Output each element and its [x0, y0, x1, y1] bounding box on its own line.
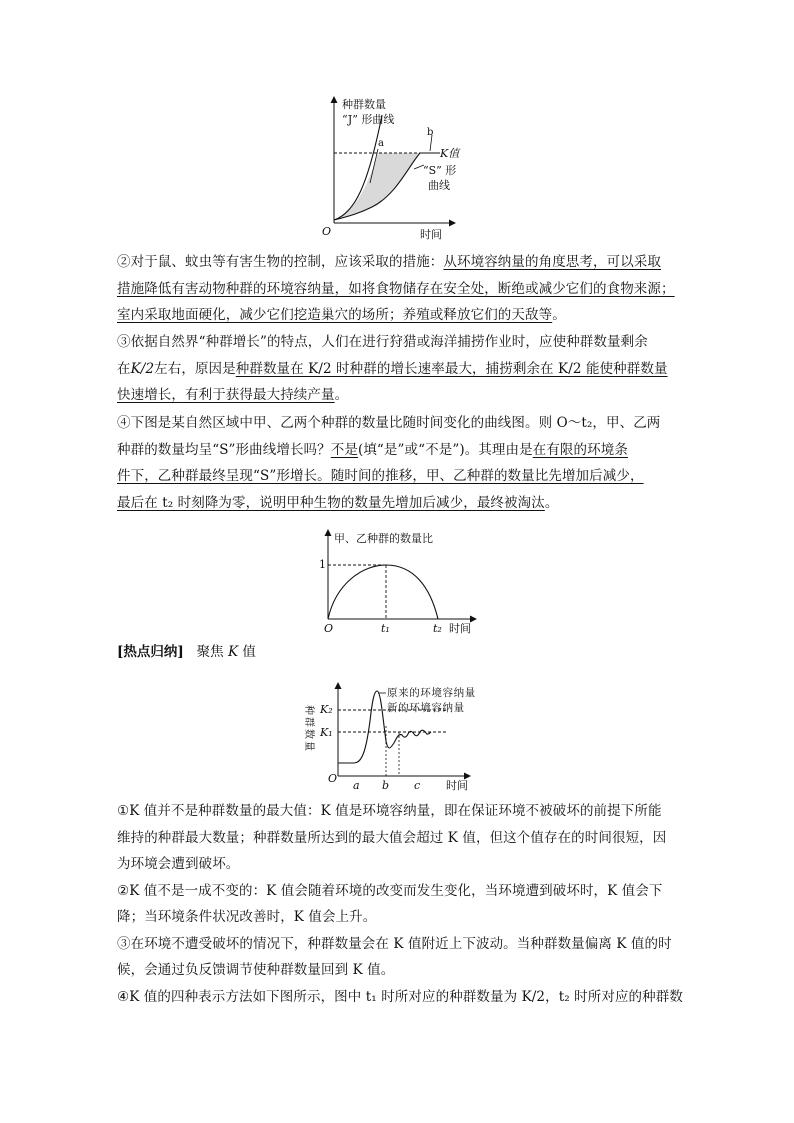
text: 。	[552, 307, 566, 323]
text: ④下图是某自然区域中甲、乙两个种群的数量比随时间变化的曲线图。则 O～t₂，甲、乙两	[117, 415, 661, 431]
point-line: 候，会通过负反馈调节使种群数量回到 K 值。	[117, 962, 395, 978]
section-heading	[117, 640, 256, 660]
c-label: c	[414, 779, 421, 792]
point-line: 维持的种群最大数量；种群数量所达到的最大值会超过 K 值，但这个值存在的时间很短，因	[117, 829, 667, 846]
answer-text: 措施降低有害动物种群的环境容纳量，如将食物储存在安全处，断绝或减少它们的食物来源；	[117, 280, 675, 297]
k-label: K值	[440, 147, 460, 160]
point-line: ③在环境不遭受破坏的情况下，种群数量会在 K 值附近上下波动。当种群数量偏离 K 值的时	[117, 935, 672, 952]
y-axis-label: 种群数量	[303, 705, 314, 753]
paragraph-harvest	[117, 329, 681, 409]
legend-new-capacity: 新的环境容纳量	[387, 702, 465, 714]
section-title: 聚焦	[196, 644, 224, 660]
legend-original-capacity: 原来的环境容纳量	[387, 687, 476, 699]
answer-text: 件下，乙种群最终呈现“S”形增长。随时间的推移，甲、乙种群的数量比先增加后减少，	[117, 468, 644, 484]
paragraph-pest-control	[117, 249, 681, 329]
answer-text: 从环境容纳量的角度思考，可以采取	[443, 254, 662, 270]
t2-label: t₂	[433, 622, 442, 635]
text: 。	[334, 387, 349, 403]
text: 在	[117, 360, 131, 377]
answer-text: 最后在 t₂ 时刻降为零，说明甲种生物的数量先增加后减少，最终被淘汰	[117, 494, 545, 511]
text: 种群的数量均呈“S”形曲线增长吗？	[117, 441, 331, 458]
origin-label: O	[324, 622, 334, 635]
text: ③依据自然界“种群增长”的特点，人们在进行狩猎或海洋捕捞作业时，应使种群数量剩余	[117, 334, 648, 350]
section-title-k: K	[227, 644, 239, 660]
y-axis-label: 甲、乙种群的数量比	[334, 532, 433, 545]
y-axis-label: 种群数量	[342, 98, 386, 111]
paragraph-population-ratio	[117, 410, 681, 516]
section-title-end: 值	[242, 644, 256, 660]
answer-text: 种群数量在 K/2 时种群的增长速率最大，捕捞剩余在 K/2 能使种群数量	[235, 360, 668, 377]
figure-population-ratio	[318, 528, 483, 636]
s-curve-label-2: 曲线	[428, 179, 450, 192]
answer-text: 不是	[330, 441, 358, 458]
k-value-points	[117, 798, 681, 1010]
b-label: b	[427, 127, 434, 138]
point-line: ④K 值的四种表示方法如下图所示，图中 t₁ 时所对应的种群数量为 K/2，t₂ 时所对应的种群数	[117, 988, 683, 1005]
j-curve-label: “J” 形曲线	[342, 113, 395, 126]
x-axis-label: 时间	[446, 779, 468, 792]
x-axis-label: 时间	[420, 228, 442, 241]
y1-label: 1	[319, 558, 326, 571]
origin-label: O	[322, 225, 332, 238]
text: 。	[544, 494, 559, 511]
point-line: ①K 值并不是种群数量的最大值：K 值是环境容纳量，即在保证环境不被破坏的前提下所能	[117, 803, 662, 819]
a-label: a	[353, 779, 360, 792]
x-axis-label: 时间	[449, 622, 471, 635]
point-line: 降；当环境条件状况改善时，K 值会上升。	[117, 909, 377, 925]
figure-j-s-curves	[320, 95, 470, 240]
gap-shaded-area	[334, 153, 420, 220]
point-line: 为环境会遭到破坏。	[117, 856, 240, 872]
text: ②对于鼠、蚊虫等有害生物的控制，应该采取的措施：	[117, 254, 444, 270]
answer-text: 快速增长，有利于获得最大持续产量	[117, 387, 335, 403]
section-tag: [热点归纳]	[117, 644, 184, 660]
ratio-curve	[328, 565, 438, 619]
a-label: a	[378, 138, 384, 149]
b-label: b	[382, 779, 390, 792]
figure-k-value	[298, 681, 476, 799]
origin-label: O	[328, 772, 338, 785]
s-curve-label-1: “S” 形	[423, 164, 457, 177]
t1-label: t₁	[381, 622, 390, 635]
text: K/2	[130, 360, 155, 377]
text: 左右，原因是	[154, 360, 236, 377]
answer-text: 在有限的环境条	[532, 441, 628, 458]
k2-label: K₂	[320, 703, 333, 716]
point-line: ②K 值不是一成不变的：K 值会随着环境的改变而发生变化，当环境遭到破坏时，K 值会下	[117, 882, 663, 899]
answer-text: 室内采取地面硬化，减少它们挖造巢穴的场所；养殖或释放它们的天敌等	[117, 307, 553, 323]
k1-label: K₁	[320, 726, 333, 739]
text: (填“是”或“不是”)。其理由是	[357, 441, 533, 458]
